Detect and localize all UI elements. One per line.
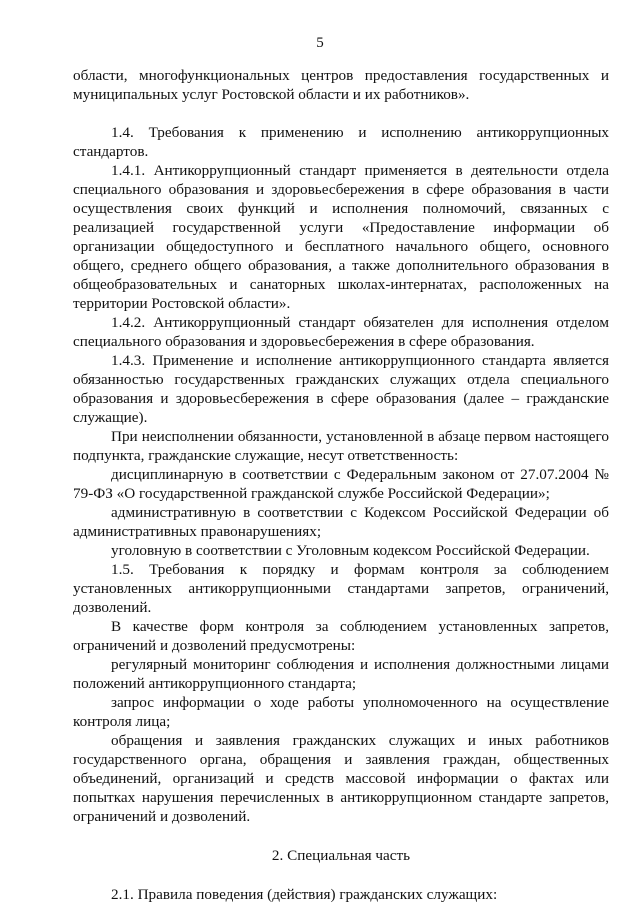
- paragraph-1-4-1: 1.4.1. Антикоррупционный стандарт применяется в деятельности отдела специального образования и здоровьесбережения в сфере образования в части осуществления своих функций и исполнения полномочий, связанных с реализацией государственной услуги «Предоставление информации об организации общедоступного и бесплатного начального общего, основного общего, среднего общего образования, а также дополнительного образования в общеобразовательных и санаторных школах-интернатах, расположенных на территории Ростовской области».: [73, 162, 609, 312]
- paragraph-continuation: области, многофункциональных центров предоставления государственных и муниципальных услуг Ростовской области и их работников».: [73, 67, 609, 103]
- paragraph-criminal: уголовную в соответствии с Уголовным кодексом Российской Федерации.: [111, 542, 590, 559]
- page-number: 5: [316, 35, 324, 51]
- paragraph-disciplinary: дисциплинарную в соответствии с Федеральным законом от 27.07.2004 № 79-ФЗ «О государственной гражданской службе Российской Федерации»;: [73, 466, 609, 502]
- section-heading: 2. Специальная часть: [271, 847, 411, 864]
- document-body: [73, 66, 609, 904]
- subsection-2-1: 2.1. Правила поведения (действия) гражданских служащих:: [111, 886, 498, 903]
- paragraph-1-4: 1.4. Требования к применению и исполнению антикоррупционных стандартов.: [73, 124, 609, 160]
- paragraph-information-request: запрос информации о ходе работы уполномоченного на осуществление контроля лица;: [73, 694, 609, 730]
- paragraph-control-forms: В качестве форм контроля за соблюдением установленных запретов, ограничений и дозволений предусмотрены:: [73, 618, 609, 654]
- paragraph-1-4-3: 1.4.3. Применение и исполнение антикоррупционного стандарта является обязанностью государственных гражданских служащих отдела специального образования и здоровьесбережения в сфере образования (далее – гражданские служащие).: [73, 352, 609, 426]
- paragraph-responsibility: При неисполнении обязанности, установленной в абзаце первом настоящего подпункта, гражданские служащие, несут ответственность:: [73, 428, 609, 464]
- paragraph-administrative: административную в соответствии с Кодексом Российской Федерации об административных правонарушениях;: [73, 504, 609, 540]
- paragraph-monitoring: регулярный мониторинг соблюдения и исполнения должностными лицами положений антикоррупционного стандарта;: [73, 656, 609, 692]
- paragraph-1-4-2: 1.4.2. Антикоррупционный стандарт обязателен для исполнения отделом специального образования и здоровьесбережения в сфере образования.: [73, 314, 609, 350]
- paragraph-appeals: обращения и заявления гражданских служащих и иных работников государственного органа, обращения и заявления граждан, общественных объединений, организаций и средств массовой информации о фактах или попытках нарушения перечисленных в антикоррупционном стандарте запретов, ограничений и дозволений.: [73, 732, 609, 825]
- paragraph-1-5: 1.5. Требования к порядку и формам контроля за соблюдением установленных антикоррупционными стандартами запретов, ограничений, дозволений.: [73, 561, 609, 616]
